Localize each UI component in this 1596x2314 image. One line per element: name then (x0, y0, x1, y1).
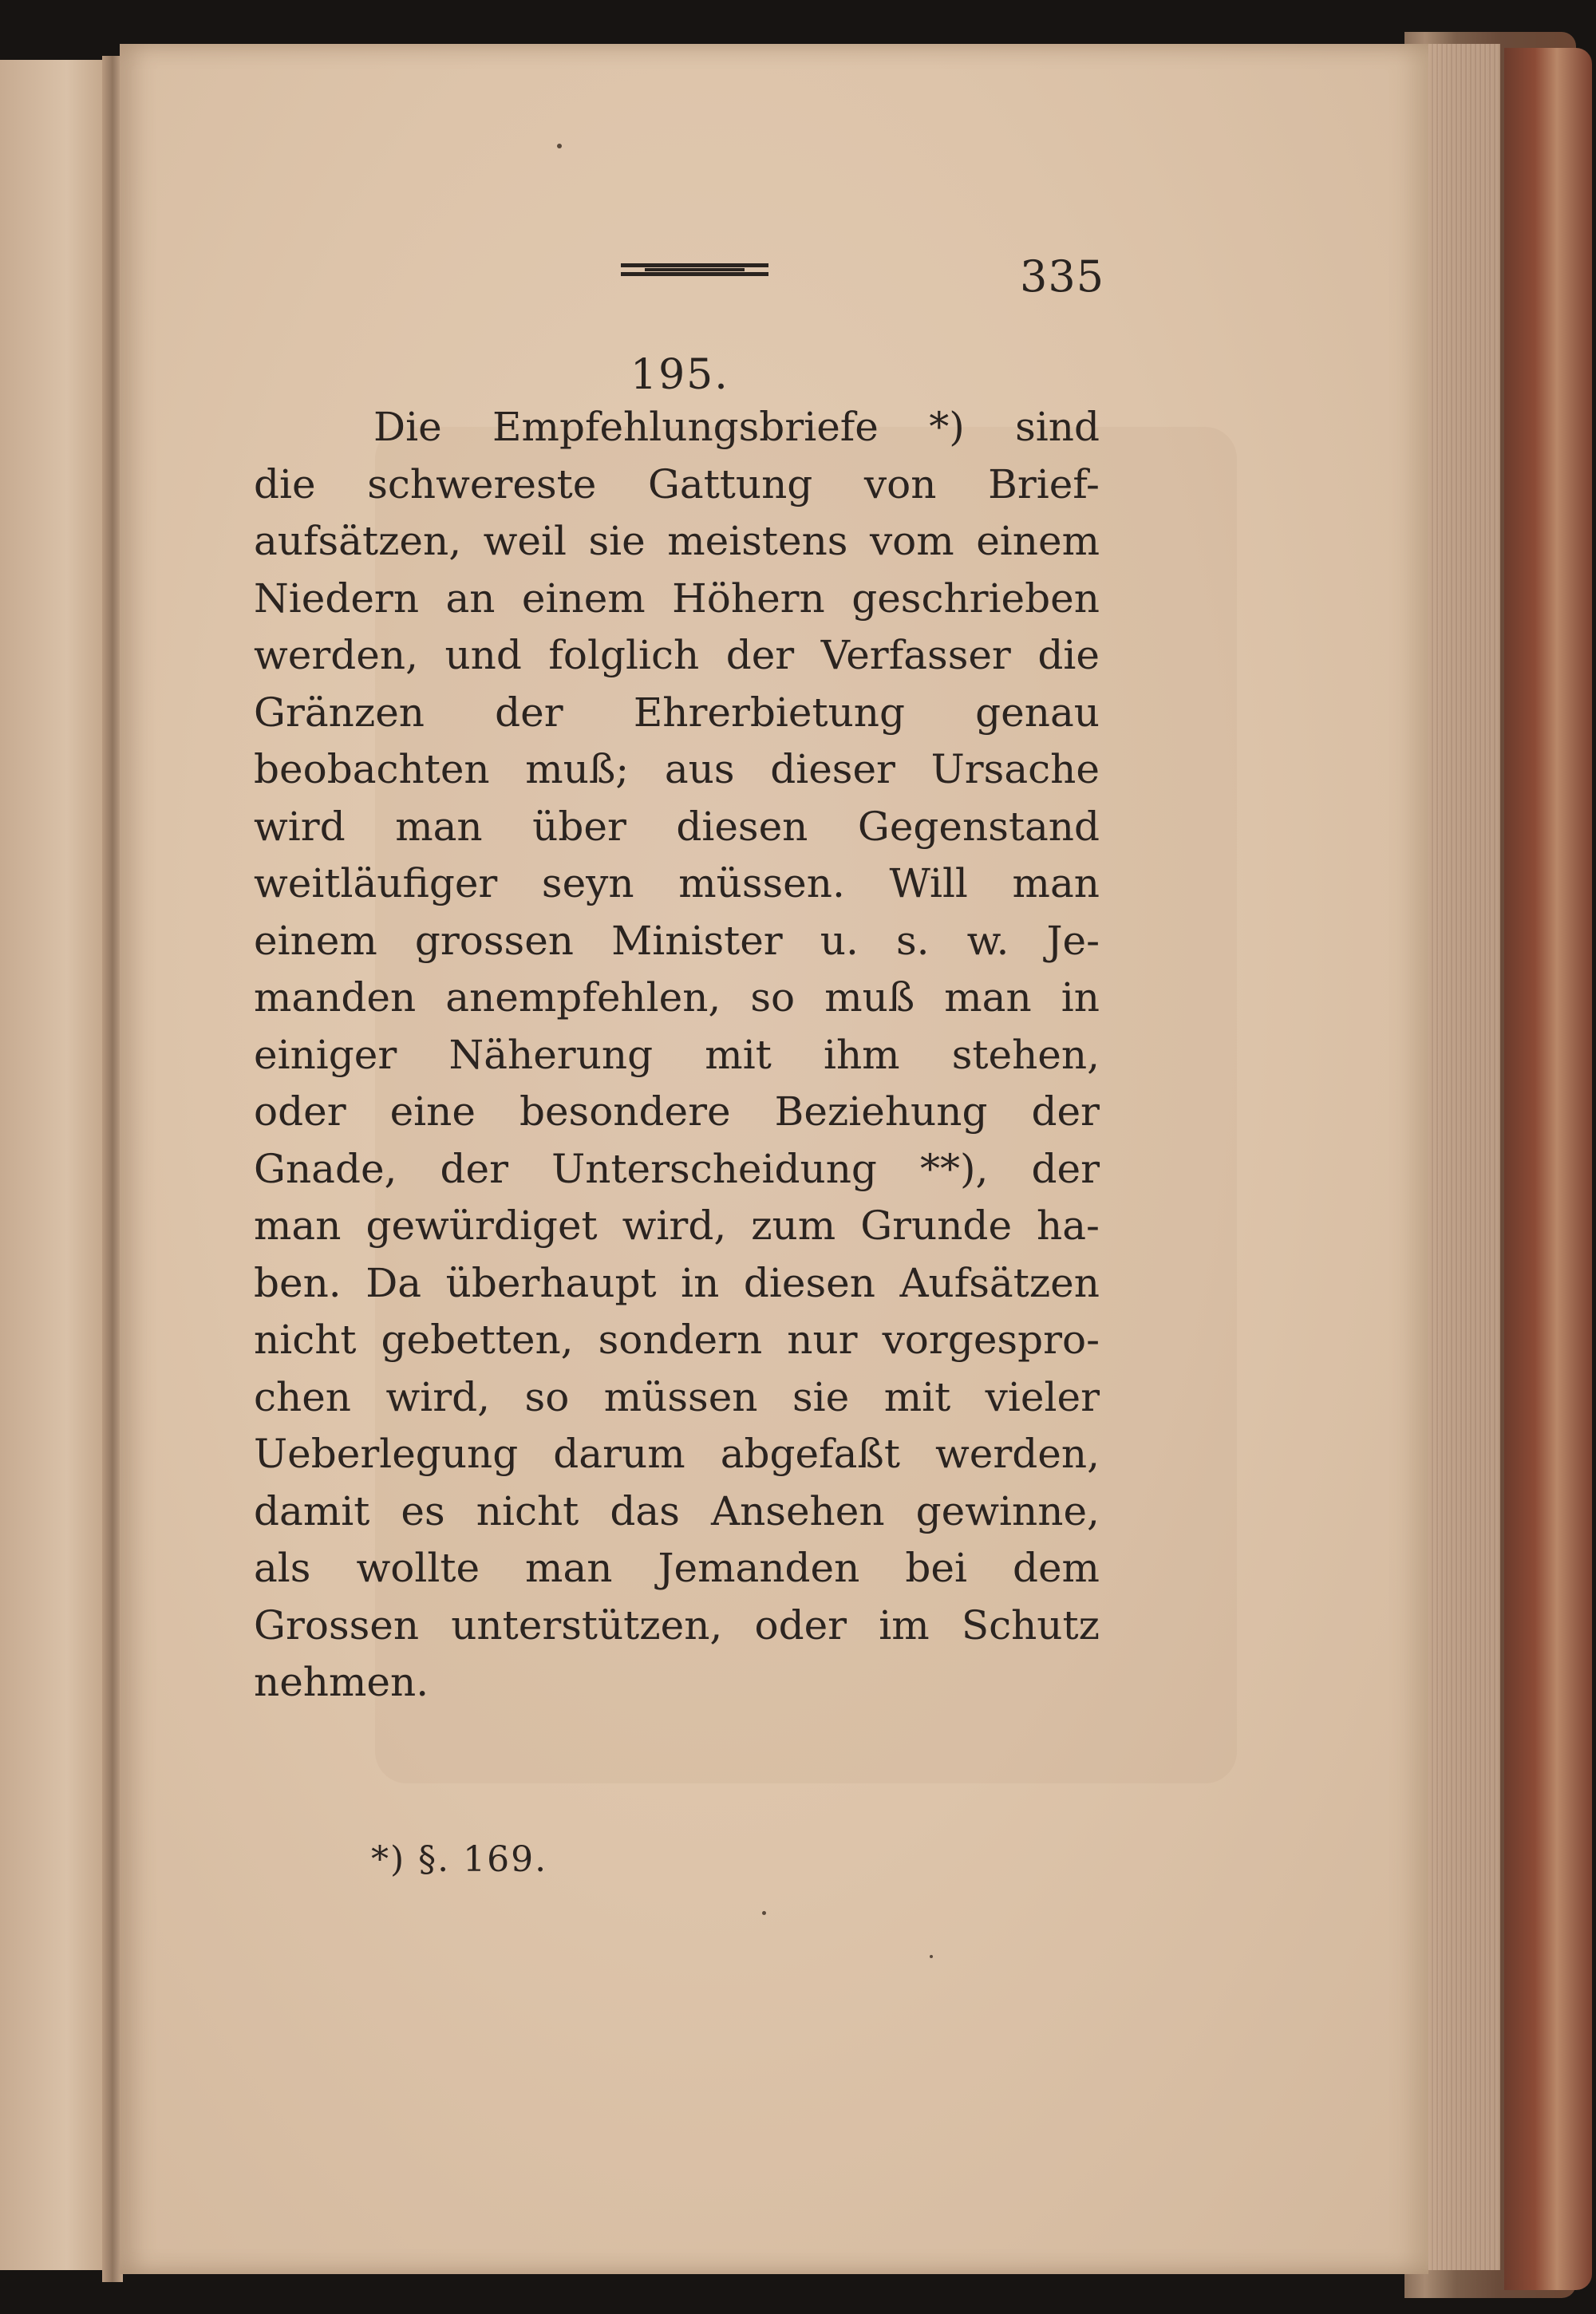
text-line: die schwereste Gattung von Brief- (254, 460, 1100, 507)
text-line: nehmen. (254, 1659, 429, 1705)
text-line: man gewürdiget wird, zum Grunde ha- (254, 1202, 1100, 1249)
text-line: Gnade, der Unterscheidung **), der (254, 1145, 1100, 1192)
text-line: ben. Da überhaupt in diesen Aufsätzen (254, 1259, 1100, 1306)
text-line: wird man über diesen Gegenstand (254, 803, 1100, 850)
text-line: Ueberlegung darum abgefaßt werden, (254, 1431, 1100, 1477)
page-stack-edge (1424, 44, 1500, 2270)
text-line: Niedern an einem Höhern geschrieben (254, 575, 1100, 622)
facing-page-left (0, 60, 112, 2270)
text-line: Grossen unterstützen, oder im Schutz (254, 1601, 1100, 1649)
book-cover-edge (1504, 48, 1592, 2290)
text-line: oder eine besondere Beziehung der (254, 1088, 1100, 1135)
text-line: Die Empfehlungsbriefe *) sind (373, 404, 1100, 450)
footnote (371, 1839, 547, 1880)
body-text (254, 399, 1100, 1712)
text-line: beobachten muß; aus dieser Ursache (254, 746, 1100, 792)
paper-speck (762, 1911, 766, 1915)
paper-speck (930, 1955, 933, 1958)
text-line: nicht gebetten, sondern nur vorgespro- (254, 1317, 1100, 1363)
text-line: aufsätzen, weil sie meistens vom einem (254, 518, 1100, 564)
section-number: 195. (630, 351, 729, 399)
text-line: einiger Näherung mit ihm stehen, (254, 1031, 1100, 1078)
text-line: weitläufiger seyn müssen. Will man (254, 860, 1100, 906)
page-number: 335 (1020, 251, 1105, 302)
text-line: werden, und folglich der Verfasser die (254, 632, 1100, 678)
text-line: Gränzen der Ehrerbietung genau (254, 689, 1100, 736)
text-line: als wollte man Jemanden bei dem (254, 1545, 1100, 1591)
header-rule (621, 263, 768, 276)
text-line: einem grossen Minister u. s. w. Je- (254, 917, 1100, 964)
footnote-text: *) §. 169. (371, 1839, 548, 1880)
text-line: manden anempfehlen, so muß man in (254, 974, 1100, 1021)
text-line: chen wird, so müssen sie mit vieler (254, 1373, 1100, 1420)
paper-speck (557, 144, 562, 148)
text-line: damit es nicht das Ansehen gewinne, (254, 1487, 1100, 1534)
